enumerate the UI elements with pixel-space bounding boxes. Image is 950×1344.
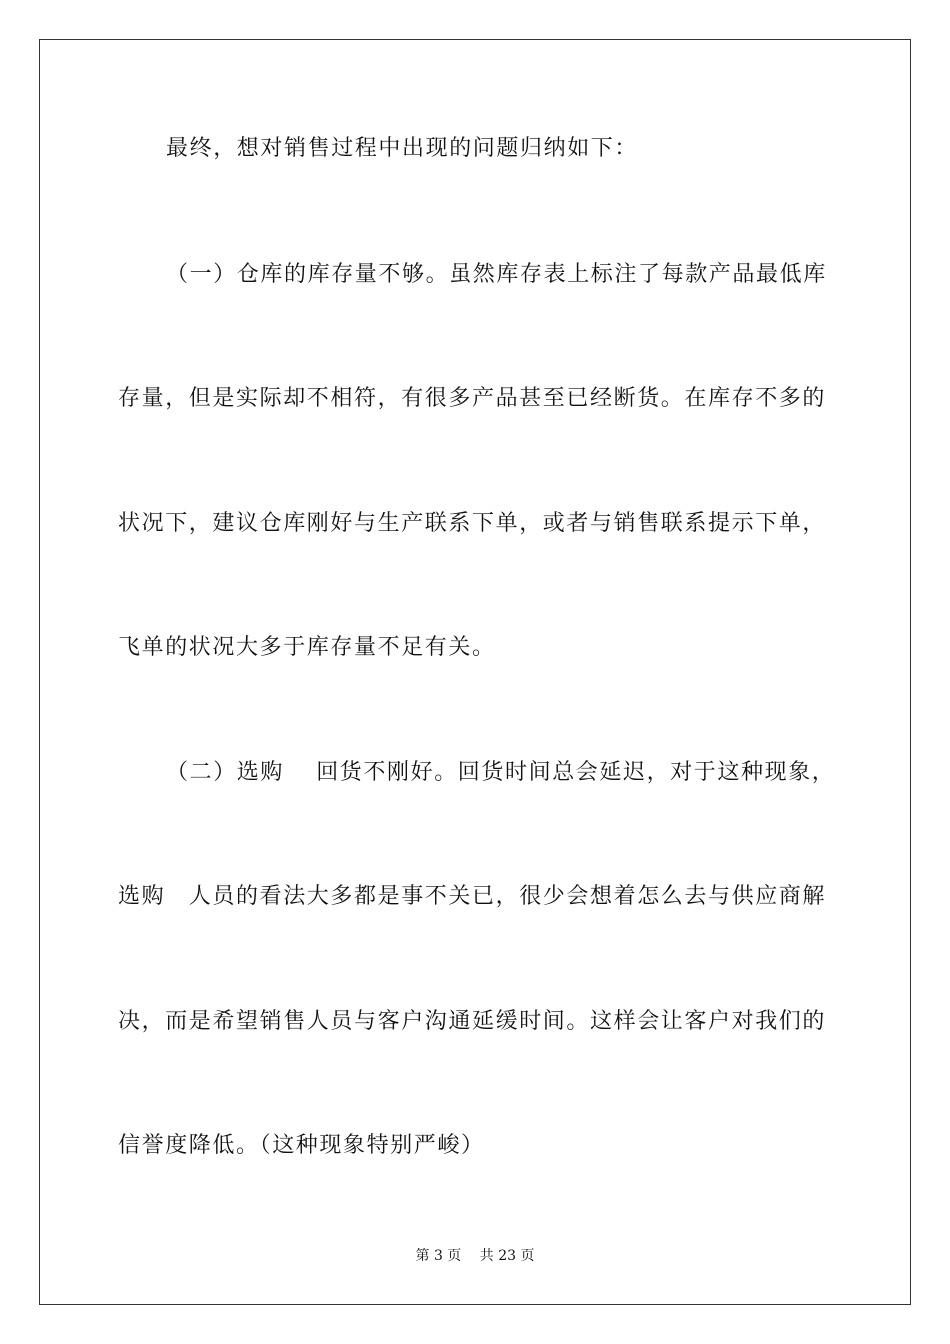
page-number-footer: 第 3 页 共 23 页 [415, 1248, 535, 1264]
issue-1-line-1: （一）仓库的库存量不够。虽然库存表上标注了每款产品最低库 [166, 262, 827, 287]
page-border [39, 39, 911, 1305]
issue-2-line-1: （二）选购 回货不刚好。回货时间总会延迟，对于这种现象， [166, 760, 836, 785]
issue-1-line-4: 飞单的状况大多于库存量不足有关。 [118, 635, 496, 660]
issue-2-line-2: 选购 人员的看法大多都是事不关已，很少会想着怎么去与供应商解 [118, 884, 827, 909]
issue-2-line-4: 信誉度降低。（这种现象特别严峻） [118, 1133, 485, 1158]
summary-intro-line: 最终，想对销售过程中出现的问题归纳如下： [166, 136, 639, 161]
issue-1-line-2: 存量，但是实际却不相符，有很多产品甚至已经断货。在库存不多的 [118, 386, 827, 411]
issue-2-line-3: 决，而是希望销售人员与客户沟通延缓时间。这样会让客户对我们的 [118, 1009, 827, 1034]
issue-1-line-3: 状况下，建议仓库刚好与生产联系下单，或者与销售联系提示下单， [118, 511, 827, 536]
